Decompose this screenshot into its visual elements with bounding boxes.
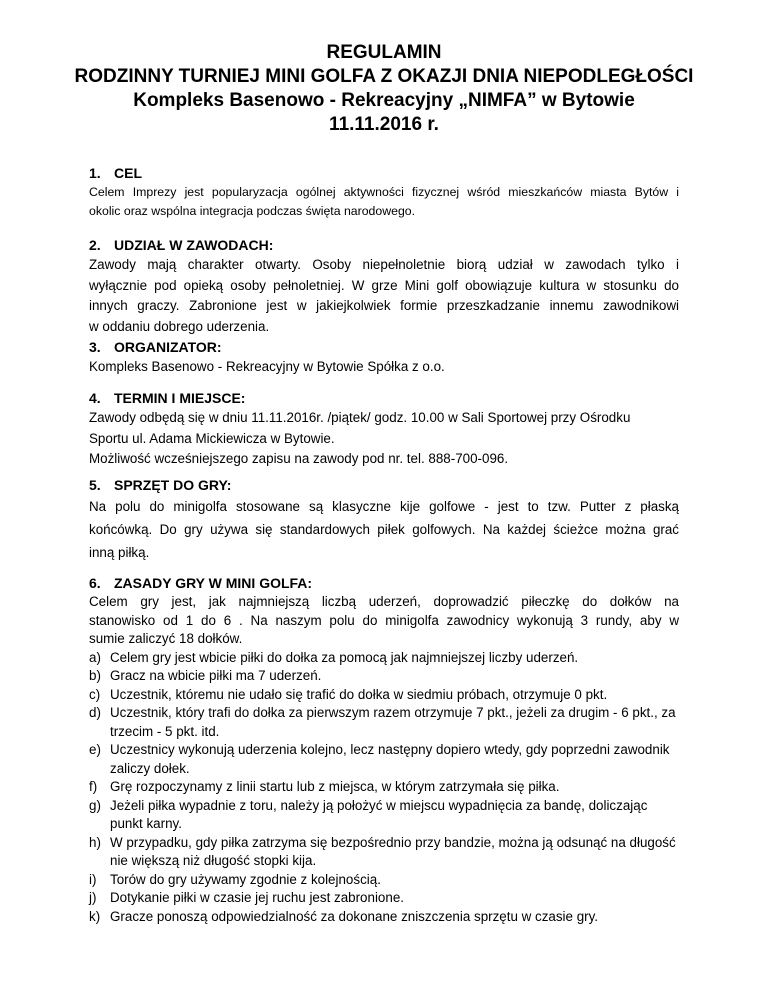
section-body: Kompleks Basenowo - Rekreacyjny w Bytowie Spółka z o.o. <box>89 359 445 374</box>
list-item: b) Gracz na wbicie piłki ma 7 uderzeń. <box>89 668 322 683</box>
list-item: j) Dotykanie piłki w czasie jej ruchu jest zabronione. <box>89 890 404 905</box>
title-line-2: RODZINNY TURNIEJ MINI GOLFA Z OKAZJI DNIA NIEPODLEGŁOŚCI <box>74 66 694 87</box>
section-body: Zawody odbędą się w dniu 11.11.2016r. /piątek/ godz. 10.00 w Sali Sportowej przy Ośrodku Sportu ul. Adama Mickiewicza w Bytowie. Możliwość wcześniejszego zapisu na zawody pod nr. tel. 888-700-096. <box>89 410 631 466</box>
list-item: i) Torów do gry używamy zgodnie z kolejnością. <box>89 871 381 887</box>
section-heading: 1. CEL <box>89 165 142 181</box>
list-item: e) Uczestnicy wykonują uderzenia kolejno, lecz następny dopiero wtedy, gdy poprzedni zawodnik zaliczy dołek. <box>89 742 670 776</box>
list-item: g) Jeżeli piłka wypadnie z toru, należy ją położyć w miejscu wypadnięcia za bandę, doliczając punkt karny. <box>89 797 648 831</box>
title-line-4: 11.11.2016 r. <box>329 114 439 135</box>
section-body: Zawody mają charakter otwarty. Osoby niepełnoletnie biorą udział w zawodach tylko i wyłącznie pod opieką osoby pełnoletniej. W grze Mini golf obowiązuje kultura w stosunku do innych graczy. Zabronione jest w jakiejkolwiek formie przeszkadzanie innemu zawodnikowi w oddaniu dobrego uderzenia. <box>89 257 679 334</box>
section-heading: 2. UDZIAŁ W ZAWODACH: <box>89 237 274 253</box>
section-udzial <box>89 236 679 337</box>
section-body: Na polu do minigolfa stosowane są klasyczne kije golfowe - jest to tzw. Putter z płaską końcówką. Do gry używa się standardowych piłek golfowych. Na każdej ścieżce można grać inną piłką. <box>89 499 679 560</box>
list-item: h) W przypadku, gdy piłka zatrzyma się bezpośrednio przy bandzie, można ją odsunąć na długość nie większą niż długość stopki kija. <box>89 834 676 868</box>
section-body: Celem gry jest, jak najmniejszą liczbą uderzeń, doprowadzić piłeczkę do dołków na stanowisko od 1 do 6 . Na naszym polu do minigolfa zawodnicy wykonują 3 rundy, aby w sumie zaliczyć 18 dołków. <box>89 594 679 646</box>
section-termin <box>89 389 679 470</box>
section-sprzet <box>89 476 679 564</box>
rules-list <box>89 649 679 927</box>
section-heading: 3. ORGANIZATOR: <box>89 339 222 355</box>
section-heading: 5. SPRZĘT DO GRY: <box>89 477 232 493</box>
document-title <box>0 41 768 137</box>
list-item: a) Celem gry jest wbicie piłki do dołka za pomocą jak najmniejszej liczby uderzeń. <box>89 649 579 665</box>
section-heading: 4. TERMIN I MIEJSCE: <box>89 390 246 406</box>
section-heading: 6. ZASADY GRY W MINI GOLFA: <box>89 575 313 591</box>
section-organizator <box>89 338 679 378</box>
list-item: f) Grę rozpoczynamy z linii startu lub z miejsca, w którym zatrzymała się piłka. <box>89 779 560 794</box>
list-item: d) Uczestnik, który trafi do dołka za pierwszym razem otrzymuje 7 pkt., jeżeli za drugim - 6 pkt., za trzecim - 5 pkt. itd. <box>89 705 676 739</box>
title-line-1: REGULAMIN <box>326 42 442 63</box>
section-cel <box>89 164 679 221</box>
list-item: c) Uczestnik, któremu nie udało się trafić do dołka w siedmiu próbach, otrzymuje 0 pkt. <box>89 686 608 702</box>
section-body: Celem Imprezy jest popularyzacja ogólnej aktywności fizycznej wśród mieszkańców miasta Bytów i okolic oraz wspólna integracja podczas święta narodowego. <box>89 185 679 218</box>
section-zasady <box>89 574 679 926</box>
list-item: k) Gracze ponoszą odpowiedzialność za dokonane zniszczenia sprzętu w czasie gry. <box>89 908 599 924</box>
title-line-3: Kompleks Basenowo - Rekreacyjny „NIMFA” w Bytowie <box>133 90 635 111</box>
